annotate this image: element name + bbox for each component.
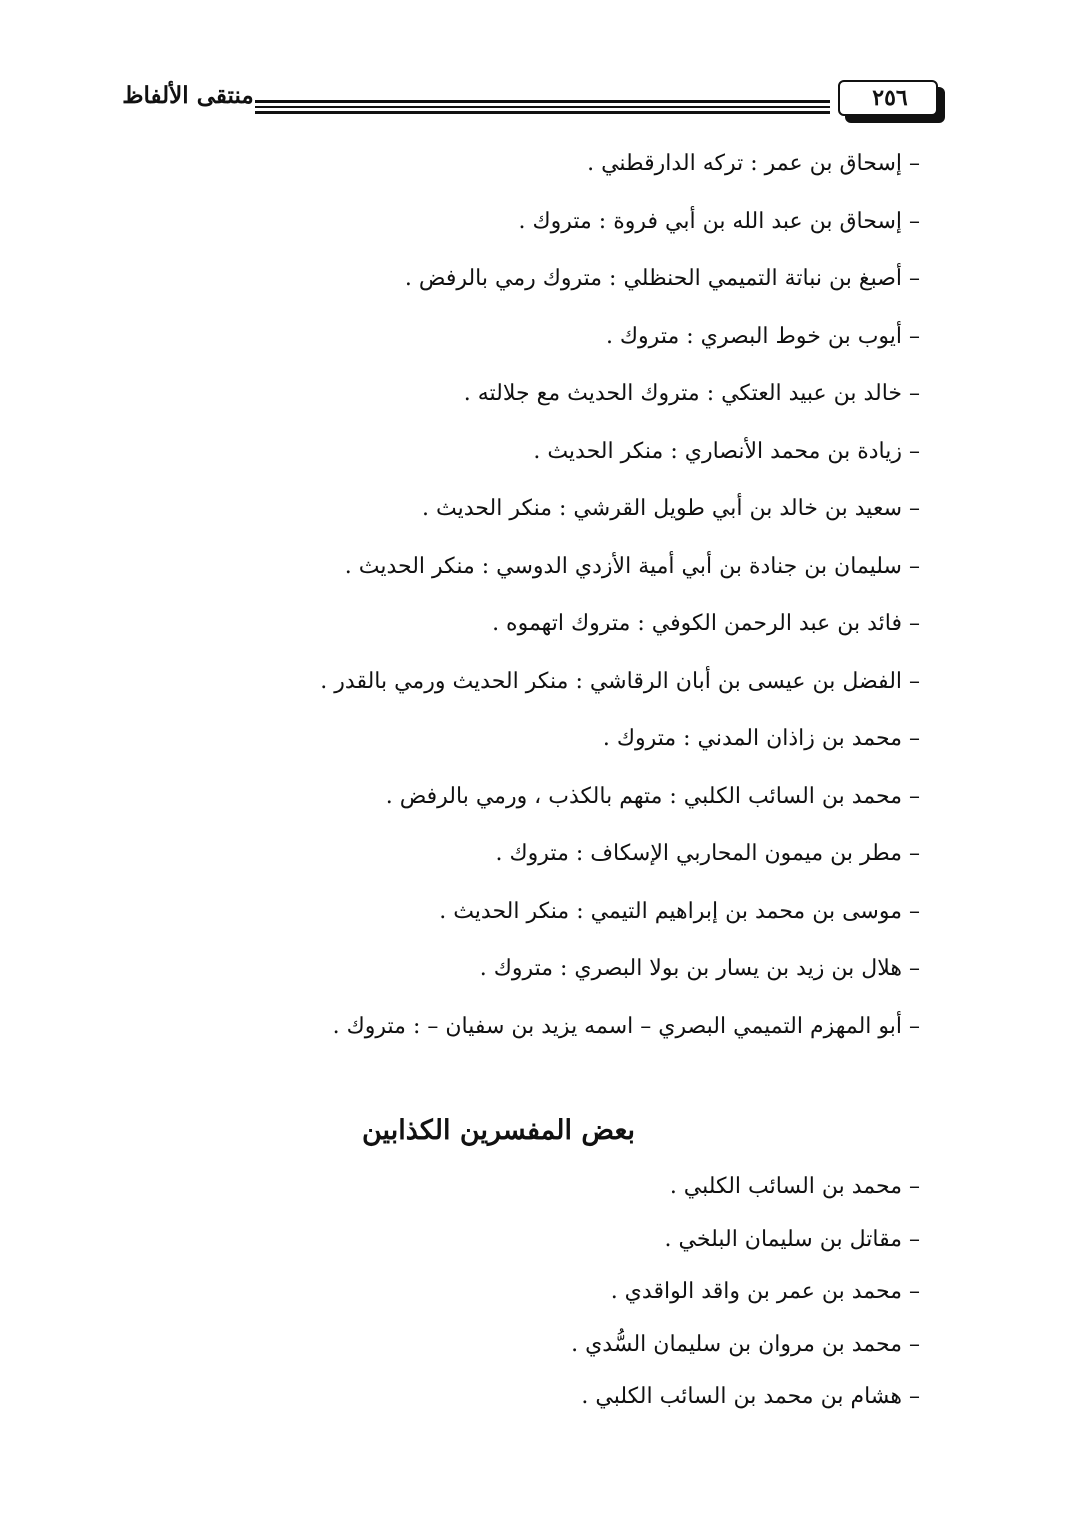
- list-item: – مطر بن ميمون المحاربي الإسكاف : متروك .: [495, 841, 920, 866]
- list-item: – سعيد بن خالد بن أبي طويل القرشي : منكر الحديث .: [422, 496, 920, 521]
- list-item: – هشام بن محمد بن السائب الكلبي .: [581, 1384, 920, 1409]
- list-item: – محمد بن عمر بن واقد الواقدي .: [610, 1279, 920, 1304]
- lying-exegetes-list: [140, 1165, 920, 1428]
- list-item: – محمد بن السائب الكلبي .: [669, 1174, 920, 1199]
- list-item: – محمد بن السائب الكلبي : متهم بالكذب ، ورمي بالرفض .: [385, 783, 920, 809]
- list-item: – إسحاق بن عبد الله بن أبي فروة : متروك .: [518, 208, 920, 234]
- list-item: – سليمان بن جنادة بن أبي أمية الأزدي الدوسي : منكر الحديث .: [344, 553, 920, 579]
- abandoned-narrators-list: [140, 142, 920, 1062]
- list-item: – محمد بن زاذان المدني : متروك .: [602, 726, 920, 751]
- page-header: [0, 0, 1075, 140]
- list-item: – أبو المهزم التميمي البصري – اسمه يزيد بن سفيان – : متروك .: [332, 1013, 920, 1039]
- list-item: – أيوب بن خوط البصري : متروك .: [605, 323, 920, 349]
- list-item: – موسى بن محمد بن إبراهيم التيمي : منكر الحديث .: [439, 898, 920, 924]
- page-number: ٢٥٦: [872, 85, 908, 111]
- list-item: – زيادة بن محمد الأنصاري : منكر الحديث .: [533, 438, 920, 464]
- list-item: – هلال بن زيد بن يسار بن بولا البصري : متروك .: [479, 956, 920, 981]
- list-item: – الفضل بن عيسى بن أبان الرقاشي : منكر الحديث ورمي بالقدر .: [320, 668, 920, 694]
- page-number-frame-face: [838, 80, 938, 116]
- header-rule-top: [255, 100, 830, 103]
- list-item: – فائد بن عبد الرحمن الكوفي : متروك اتهموه .: [492, 611, 920, 636]
- header-rules: [255, 100, 830, 114]
- section-heading: بعض المفسرين الكذابين: [362, 1115, 635, 1146]
- header-rule-bottom: [255, 111, 830, 114]
- header-rule-middle: [255, 106, 830, 108]
- list-item: – إسحاق بن عمر : تركه الدارقطني .: [587, 151, 920, 176]
- list-item: – خالد بن عبيد العتكي : متروك الحديث مع جلالته .: [463, 381, 920, 406]
- list-item: – محمد بن مروان بن سليمان السُّدي .: [571, 1331, 920, 1357]
- book-title: منتقى الألفاظ: [122, 82, 254, 109]
- page-number-frame: [838, 80, 948, 124]
- list-item: – أصبغ بن نباتة التميمي الحنظلي : متروك رمي بالرفض .: [404, 266, 920, 291]
- list-item: – مقاتل بن سليمان البلخي .: [664, 1226, 920, 1252]
